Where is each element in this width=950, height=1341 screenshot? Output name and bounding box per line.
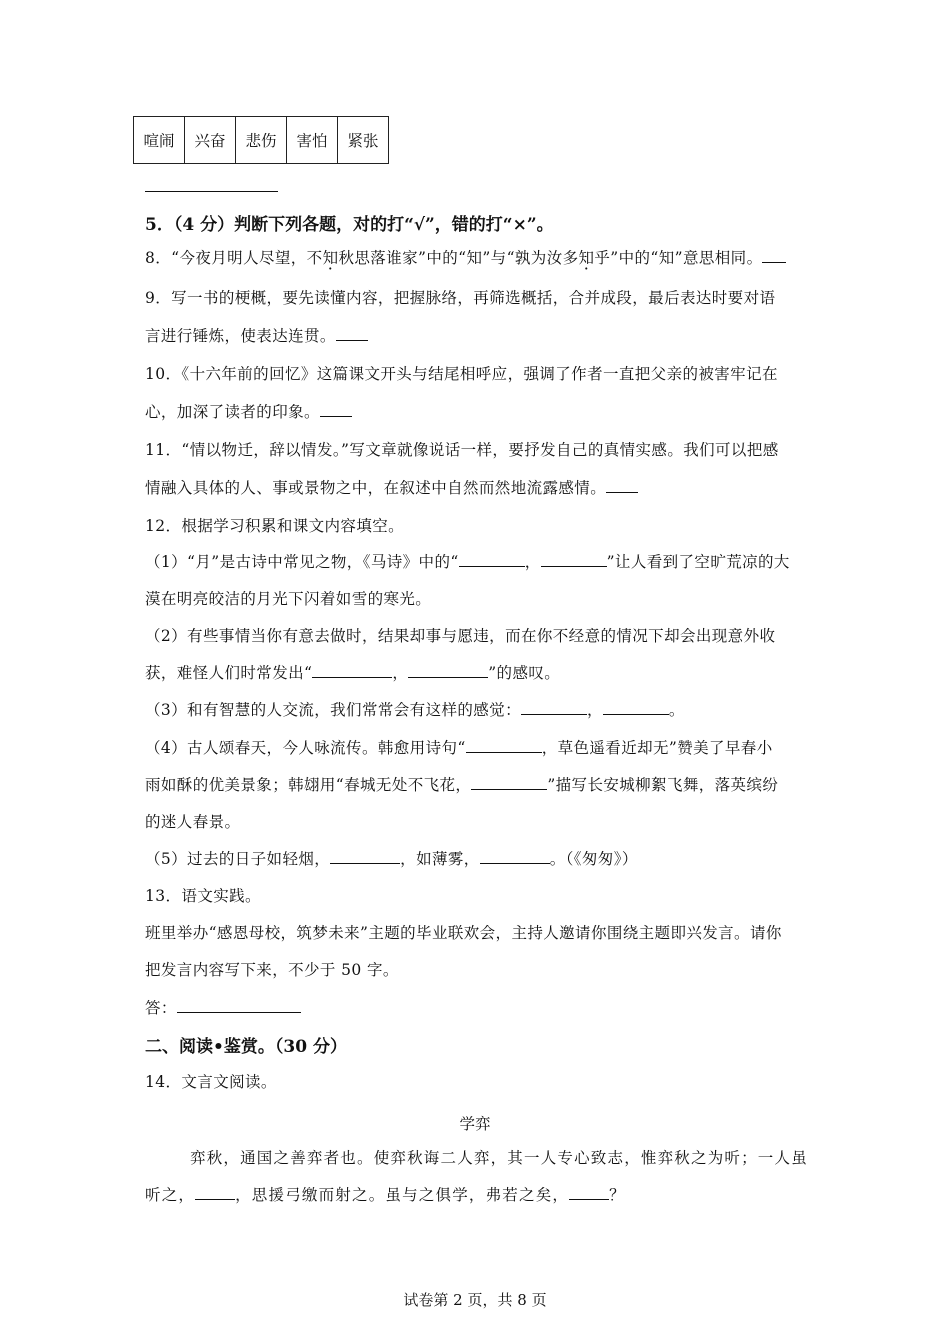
- q10-line2: 心，加深了读者的印象。: [145, 400, 352, 422]
- answer-blank[interactable]: [606, 478, 638, 493]
- q12-part4-line3: 的迷人春景。: [145, 813, 241, 831]
- answer-blank[interactable]: [312, 663, 392, 678]
- q12-part1-line1: （1）“月”是古诗中常见之物，《马诗》中的“ ， ”让人看到了空旷荒凉的大: [145, 553, 790, 571]
- q12-part5: （5）过去的日子如轻烟， ，如薄雾， 。（《匆匆》）: [145, 850, 638, 868]
- q12-part4-line1: （4）古人颂春天，今人咏流传。韩愈用诗句“ ，草色遥看近却无”赞美了早春小: [145, 739, 773, 757]
- answer-blank[interactable]: [480, 849, 550, 864]
- q13-body-line2: 把发言内容写下来，不少于 50 字。: [145, 961, 399, 979]
- answer-blank[interactable]: [466, 738, 542, 753]
- emphasis-dot: 知: [578, 249, 595, 267]
- answer-blank[interactable]: [195, 1185, 235, 1200]
- passage-title: 学弈: [459, 1115, 491, 1133]
- answer-blank[interactable]: [320, 402, 352, 417]
- q13-stem: 13．语文实践。: [145, 887, 261, 905]
- q8-text: 8．“今夜月明人尽望，不知秋思落谁家”中的“知”与“孰为汝多知乎”中的“知”意思相同。: [145, 246, 786, 268]
- section-heading: 二、阅读•鉴赏。（30 分）: [145, 1037, 347, 1057]
- q12-stem: 12．根据学习积累和课文内容填空。: [145, 517, 405, 535]
- q12-part3: （3）和有智慧的人交流，我们常常会有这样的感觉： ， 。: [145, 701, 685, 719]
- q12-part4-line2: 雨如酥的优美景象；韩翃用“春城无处不飞花， ”描写长安城柳絮飞舞，落英缤纷: [145, 776, 779, 794]
- answer-blank[interactable]: [330, 849, 400, 864]
- answer-blank[interactable]: [521, 700, 587, 715]
- answer-blank[interactable]: [408, 663, 488, 678]
- q11-line2: 情融入具体的人、事或景物之中，在叙述中自然而然地流露感情。: [145, 476, 638, 498]
- q12-part2-line2: 获，难怪人们时常发出“ ， ”的感叹。: [145, 664, 561, 682]
- word-cell: 喧闹: [134, 117, 185, 164]
- word-cell: 紧张: [338, 117, 389, 164]
- emphasis-dot: 知: [322, 249, 339, 267]
- answer-blank[interactable]: [336, 326, 368, 341]
- answer-blank[interactable]: [177, 998, 301, 1013]
- passage-line1: 弈秋，通国之善弈者也。使弈秋诲二人弈，其一人专心致志，惟弈秋之为听；一人虽: [190, 1149, 808, 1167]
- answer-line: [145, 191, 278, 192]
- word-cell: 悲伤: [236, 117, 287, 164]
- word-cell: 兴奋: [185, 117, 236, 164]
- q5-heading: 5．（4 分）判断下列各题，对的打“√”，错的打“×”。: [145, 215, 554, 235]
- q9-line2: 言进行锤炼，使表达连贯。: [145, 324, 368, 346]
- answer-blank[interactable]: [569, 1185, 609, 1200]
- answer-blank[interactable]: [541, 552, 607, 567]
- q13-answer: 答：: [145, 996, 301, 1018]
- answer-blank[interactable]: [762, 248, 786, 263]
- q12-part1-line2: 漠在明亮皎洁的月光下闪着如雪的寒光。: [145, 590, 432, 608]
- q12-part2-line1: （2）有些事情当你有意去做时，结果却事与愿违，而在你不经意的情况下却会出现意外收: [145, 627, 776, 645]
- answer-blank[interactable]: [471, 775, 547, 790]
- word-table: [133, 116, 389, 164]
- q14-stem: 14．文言文阅读。: [145, 1073, 277, 1091]
- q9-line1: 9．写一书的梗概，要先读懂内容，把握脉络，再筛选概括，合并成段，最后表达时要对语: [145, 289, 776, 307]
- page-footer: 试卷第 2 页，共 8 页: [403, 1291, 547, 1309]
- passage-line2: 听之， ，思援弓缴而射之。虽与之俱学，弗若之矣， ？: [145, 1186, 626, 1204]
- q13-body-line1: 班里举办“感恩母校，筑梦未来”主题的毕业联欢会，主持人邀请你围绕主题即兴发言。请你: [145, 924, 782, 942]
- word-cell: 害怕: [287, 117, 338, 164]
- answer-blank[interactable]: [603, 700, 669, 715]
- answer-blank[interactable]: [459, 552, 525, 567]
- q10-line1: 10．《十六年前的回忆》这篇课文开头与结尾相呼应，强调了作者一直把父亲的被害牢记在: [145, 365, 778, 383]
- q11-line1: 11．“情以物迁，辞以情发。”写文章就像说话一样，要抒发自己的真情实感。我们可以把感: [145, 441, 779, 459]
